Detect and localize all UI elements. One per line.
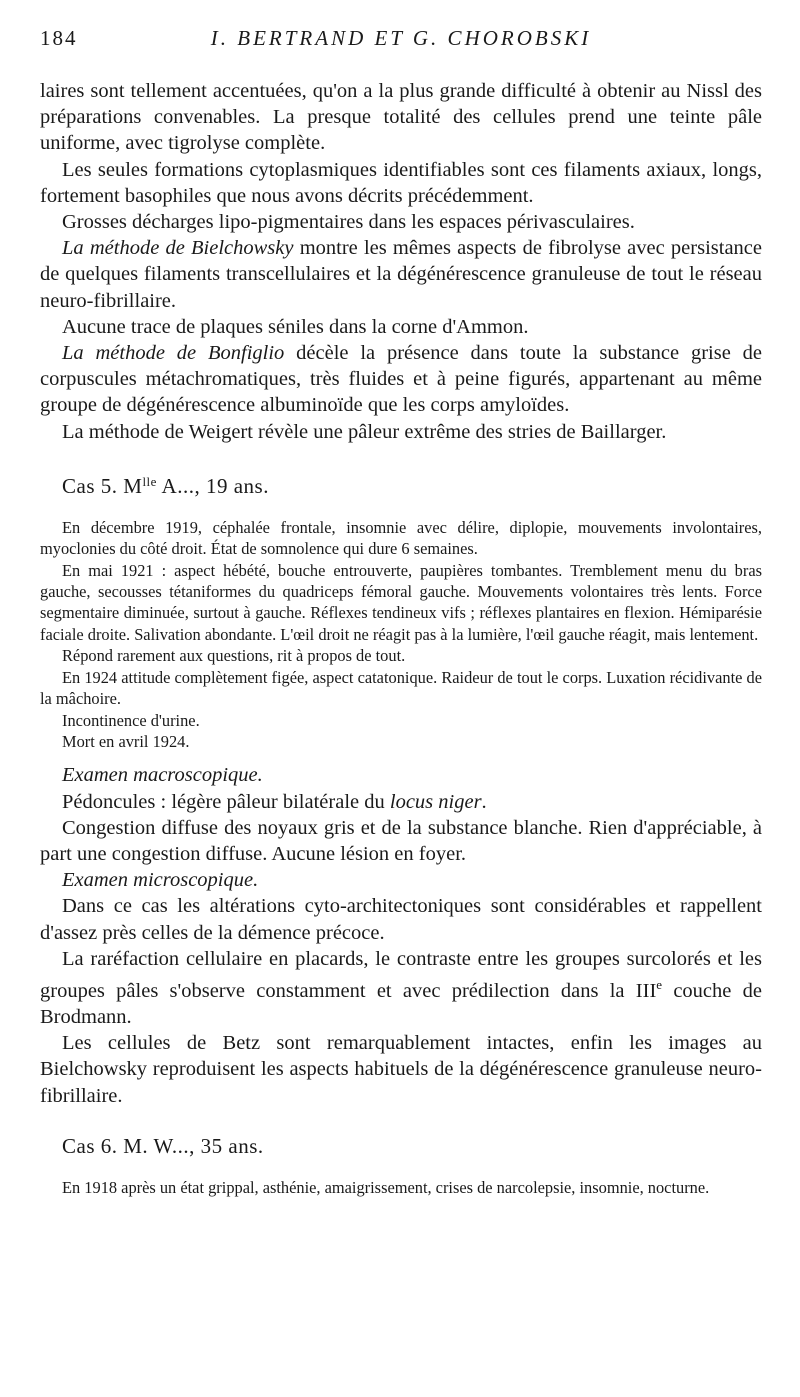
case-heading: Cas 6. M. W..., 35 ans. <box>62 1133 264 1158</box>
paragraph-text: couche de Brodmann. <box>40 979 762 1028</box>
paragraph: Congestion diffuse des noyaux gris et de la substance blanche. Rien d'appréciable, à part une congestion diffuse. Aucune lésion en foyer. <box>40 816 762 865</box>
method-name: La méthode de Bonfiglio <box>62 342 285 365</box>
paragraph: Aucune trace de plaques séniles dans la corne d'Ammon. <box>62 315 529 338</box>
case-history: En 1918 après un état grippal, asthénie, amaigrissement, crises de narcolepsie, insomnie, nocturne. <box>62 1177 710 1197</box>
case-heading-text: Cas 5. M <box>62 473 143 498</box>
page-number: 184 <box>40 26 78 50</box>
superscript: e <box>656 976 663 992</box>
case-history: Incontinence d'urine. <box>62 710 200 730</box>
paragraph-text: La raréfaction cellulaire en placards, le contraste entre les groupes surcolorés et les groupes pâles s'observe constamment et avec prédilection dans la III <box>40 947 762 1002</box>
section-title: Examen microscopique. <box>62 869 259 892</box>
paragraph-text: décèle la présence dans toute la substance grise de corpuscules métachromatiques, très fluides et à peine figurés, appartenant au même groupe de dégénérescence albuminoïde que les corps amyloïdes. <box>40 342 762 417</box>
case-history: En mai 1921 : aspect hébété, bouche entrouverte, paupières tombantes. Tremblement menu du bras gauche, secousses tétaniformes du quadriceps fémoral gauche. Mouvements volontaires très lents. Force segmentaire diminuée, surtout à gauche. Réflexes tendineux vifs ; réflexes plantaires en flexion. Hémiparésie faciale droite. Salivation abondante. L'œil droit ne réagit pas à la lumière, l'œil gauche réagit, mais lentement. <box>40 560 762 644</box>
paragraph: La méthode de Weigert révèle une pâleur extrême des stries de Baillarger. <box>62 420 667 443</box>
paragraph: Grosses décharges lipo-pigmentaires dans les espaces périvasculaires. <box>62 211 635 234</box>
case-heading <box>40 469 762 499</box>
method-name: La méthode de Bielchowsky <box>62 237 294 260</box>
paragraph <box>40 789 762 815</box>
case-history: En décembre 1919, céphalée frontale, insomnie avec délire, diplopie, mouvements involontaires, myoclonies du côté droit. État de somnolence qui dure 6 semaines. <box>40 517 762 559</box>
paragraph <box>40 235 762 314</box>
paragraph: Dans ce cas les altérations cyto-architectoniques sont considérables et rappellent d'assez près celles de la démence précoce. <box>40 895 762 944</box>
case-history: En 1924 attitude complètement figée, aspect catatonique. Raideur de tout le corps. Luxation récidivante de la mâchoire. <box>40 667 762 709</box>
paragraph: Les cellules de Betz sont remarquablement intactes, enfin les images au Bielchowsky reproduisent les aspects habituels de la dégénérescence granuleuse neuro-fibrillaire. <box>40 1032 762 1107</box>
paragraph-text: montre les mêmes aspects de fibrolyse avec persistance de quelques filaments transcellulaires et la dégénérescence granuleuse de tout le réseau neuro-fibrillaire. <box>40 237 762 312</box>
case-heading-sup: lle <box>142 473 157 489</box>
paragraph <box>40 340 762 419</box>
case-heading-text: A..., 19 ans. <box>156 473 269 498</box>
paragraph: Les seules formations cytoplasmiques identifiables sont ces filaments axiaux, longs, fortement basophiles que nous avons décrits précédemment. <box>40 158 762 207</box>
paragraph-text: Pédoncules : légère pâleur bilatérale du <box>62 790 390 813</box>
case-history: Mort en avril 1924. <box>62 731 190 751</box>
anatomical-term: locus niger <box>389 790 482 813</box>
paragraph <box>40 946 762 1030</box>
running-title: I. BERTRAND ET G. CHOROBSKI <box>210 26 592 50</box>
paragraph: laires sont tellement accentuées, qu'on a la plus grande difficulté à obtenir au Nissl des préparations convenables. La presque totalité des cellules prend une teinte pâle uniforme, avec tigrolyse complète. <box>40 80 762 155</box>
paragraph-text: . <box>481 790 487 813</box>
section-title: Examen macroscopique. <box>62 764 263 787</box>
case-history: Répond rarement aux questions, rit à propos de tout. <box>62 646 406 666</box>
page-header <box>40 22 762 78</box>
